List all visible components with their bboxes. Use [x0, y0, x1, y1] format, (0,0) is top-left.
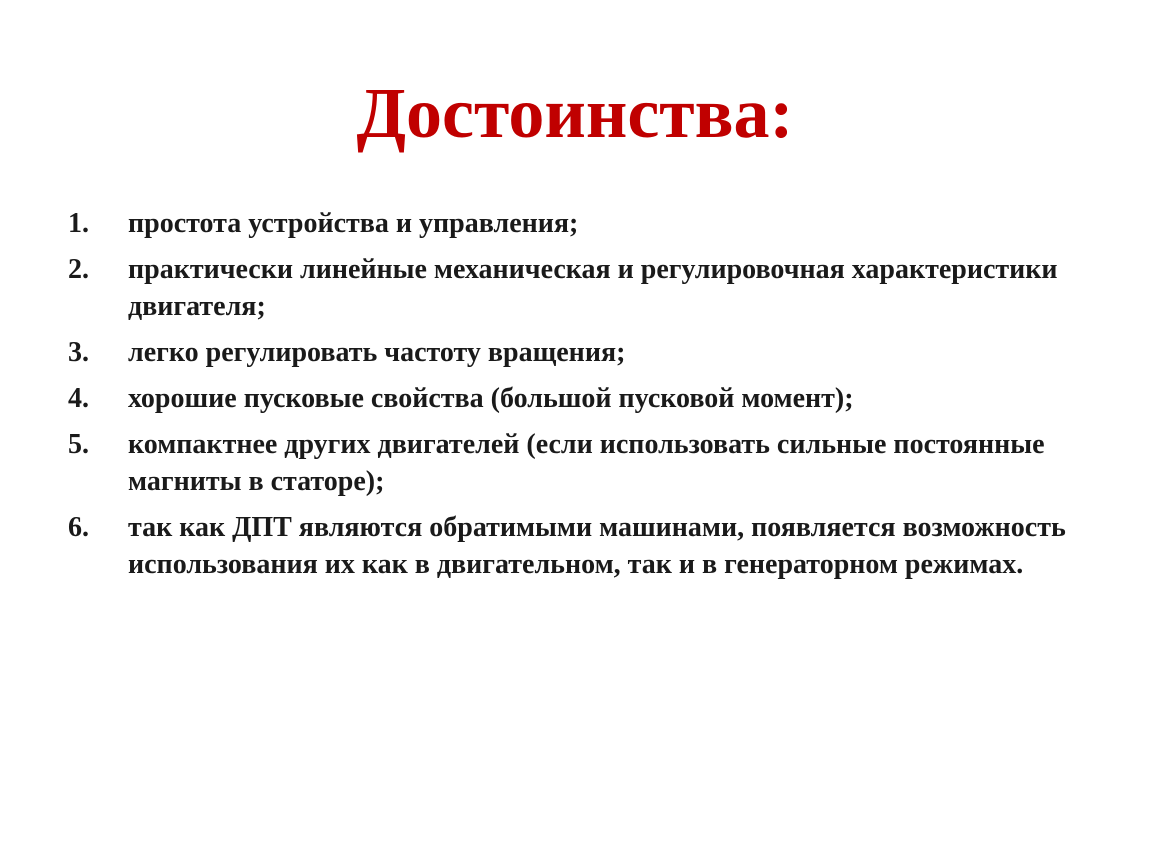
list-item [68, 205, 1068, 242]
list-item [68, 509, 1068, 583]
list-item-text: компактнее других двигателей (если использовать сильные постоянные магниты в статоре); [128, 429, 1045, 497]
list-item-number: 2. [68, 254, 89, 285]
list-item [68, 380, 1068, 417]
list-item-text: простота устройства и управления; [128, 208, 579, 239]
list-item-number: 1. [68, 208, 89, 239]
list-item-number: 6. [68, 512, 89, 543]
list-item [68, 426, 1068, 500]
list-item-text: легко регулировать частоту вращения; [128, 337, 626, 368]
list-item [68, 251, 1068, 325]
list-item-number: 5. [68, 429, 89, 460]
list-item-text: так как ДПТ являются обратимыми машинами, появляется возможность использования их как в двигательном, так и в генераторном режимах. [128, 512, 1066, 580]
list-item-number: 3. [68, 337, 89, 368]
slide-title: Достоинства: [356, 73, 794, 153]
list-item-number: 4. [68, 383, 89, 414]
list-item-text: хорошие пусковые свойства (большой пусковой момент); [128, 383, 854, 414]
list-item-text: практически линейные механическая и регулировочная характеристики двигателя; [128, 254, 1058, 322]
advantages-list [68, 205, 1068, 592]
list-item [68, 334, 1068, 371]
